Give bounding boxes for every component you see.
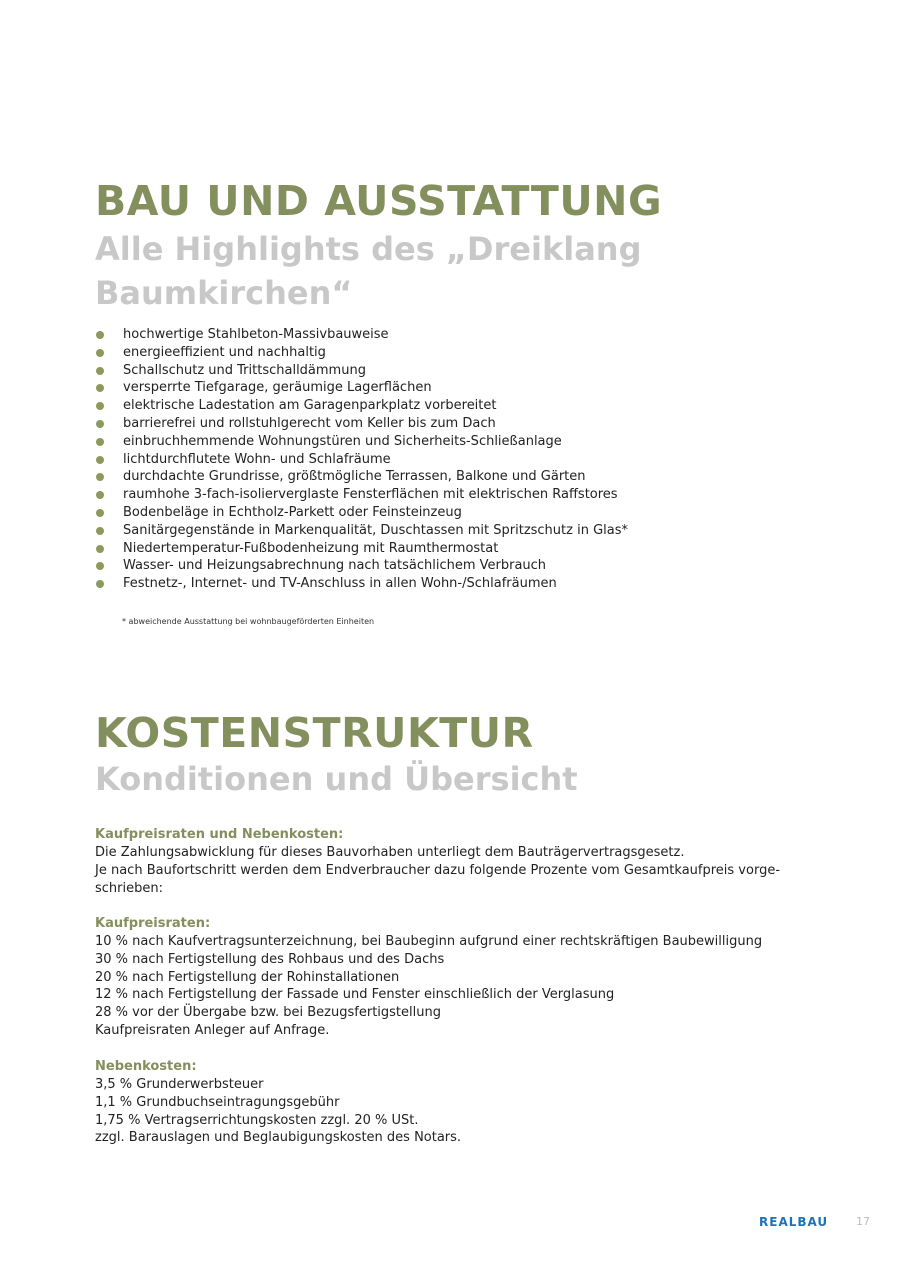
block-line: schrieben:: [95, 880, 163, 896]
block-line: 30 % nach Fertigstellung des Rohbaus und des Dachs: [95, 951, 445, 967]
feature-item: [95, 557, 815, 575]
block-line: 1,75 % Vertragserrichtungskosten zzgl. 20 % USt.: [95, 1112, 419, 1128]
section-title-bau: BAU UND AUSSTATTUNG: [95, 177, 663, 225]
feature-item: [95, 468, 815, 486]
block-line: Kaufpreisraten Anleger auf Anfrage.: [95, 1022, 330, 1038]
section-subtitle-konditionen: Konditionen und Übersicht: [95, 760, 578, 798]
block-line: 20 % nach Fertigstellung der Rohinstallationen: [95, 969, 400, 985]
bullet-icon: [96, 527, 104, 535]
block-line: 3,5 % Grunderwerbsteuer: [95, 1077, 264, 1092]
bullet-icon: [96, 367, 104, 375]
block-line: 12 % nach Fertigstellung der Fassade und Fenster einschließlich der Verglasung: [95, 987, 615, 1003]
feature-item: [95, 379, 815, 397]
bullet-icon: [96, 402, 104, 410]
block-line: 1,1 % Grundbuchseintragungsgebühr: [95, 1094, 340, 1110]
bullet-icon: [96, 456, 104, 464]
feature-text: Wasser- und Heizungsabrechnung nach tatsächlichem Verbrauch: [123, 558, 547, 574]
block-heading: Nebenkosten:: [95, 1059, 197, 1074]
feature-text: raumhohe 3-fach-isolierverglaste Fensterflächen mit elektrischen Raffstores: [123, 487, 618, 503]
feature-text: durchdachte Grundrisse, größtmögliche Terrassen, Balkone und Gärten: [123, 469, 586, 485]
feature-text: hochwertige Stahlbeton-Massivbauweise: [123, 327, 389, 342]
feature-text: Festnetz-, Internet- und TV-Anschluss in allen Wohn-/Schlafräumen: [123, 576, 557, 592]
block-kaufpreisraten: [95, 915, 805, 1040]
section-subtitle-highlights: Alle Highlights des „Dreiklang Baumkirchen“: [95, 230, 642, 312]
feature-text: versperrte Tiefgarage, geräumige Lagerflächen: [123, 380, 432, 396]
feature-item: [95, 326, 815, 344]
block-line: zzgl. Barauslagen und Beglaubigungskosten des Notars.: [95, 1130, 462, 1146]
bullet-icon: [96, 545, 104, 553]
bullet-icon: [96, 562, 104, 570]
block-nebenkosten: [95, 1058, 805, 1147]
page-number: 17: [856, 1215, 870, 1228]
feature-item: [95, 397, 815, 415]
feature-text: Sanitärgegenstände in Markenqualität, Duschtassen mit Spritzschutz in Glas*: [123, 522, 629, 538]
feature-list: [95, 326, 815, 593]
bullet-icon: [96, 473, 104, 481]
feature-item: [95, 575, 815, 593]
bullet-icon: [96, 438, 104, 446]
block-heading: Kaufpreisraten und Nebenkosten:: [95, 827, 344, 842]
brand-logo: REALBAU: [759, 1215, 829, 1229]
feature-item: [95, 433, 815, 451]
bullet-icon: [96, 331, 104, 339]
bullet-icon: [96, 509, 104, 517]
block-line: 28 % vor der Übergabe bzw. bei Bezugsfertigstellung: [95, 1005, 441, 1021]
feature-text: einbruchhemmende Wohnungstüren und Sicherheits-Schließanlage: [123, 433, 562, 449]
feature-text: Bodenbeläge in Echtholz-Parkett oder Feinsteinzeug: [123, 504, 462, 520]
bullet-icon: [96, 420, 104, 428]
feature-item: [95, 344, 815, 362]
feature-item: [95, 415, 815, 433]
bullet-icon: [96, 491, 104, 499]
feature-item: [95, 486, 815, 504]
feature-text: elektrische Ladestation am Garagenparkplatz vorbereitet: [123, 398, 497, 414]
feature-text: lichtdurchflutete Wohn- und Schlafräume: [123, 451, 391, 467]
feature-item: [95, 540, 815, 558]
feature-item: [95, 451, 815, 469]
block-line: Die Zahlungsabwicklung für dieses Bauvorhaben unterliegt dem Bauträgervertragsgesetz.: [95, 845, 685, 860]
block-heading: Kaufpreisraten:: [95, 916, 211, 931]
feature-text: Niedertemperatur-Fußbodenheizung mit Raumthermostat: [123, 540, 499, 556]
feature-text: energieeffizient und nachhaltig: [123, 344, 326, 360]
block-line: 10 % nach Kaufvertragsunterzeichnung, bei Baubeginn aufgrund einer rechtskräftigen Baubewilligung: [95, 934, 763, 949]
footnote: * abweichende Ausstattung bei wohnbaugeförderten Einheiten: [122, 617, 375, 626]
feature-item: [95, 362, 815, 380]
section-title-kosten: KOSTENSTRUKTUR: [95, 709, 534, 757]
feature-item: [95, 522, 815, 540]
bullet-icon: [96, 384, 104, 392]
feature-text: Schallschutz und Trittschalldämmung: [123, 362, 366, 378]
bullet-icon: [96, 580, 104, 588]
bullet-icon: [96, 349, 104, 357]
feature-item: [95, 504, 815, 522]
feature-text: barrierefrei und rollstuhlgerecht vom Keller bis zum Dach: [123, 415, 496, 431]
block-kaufpreisraten-nebenkosten: [95, 826, 805, 897]
block-line: Je nach Baufortschritt werden dem Endverbraucher dazu folgende Prozente vom Gesamtkaufpreis vorge-: [95, 862, 781, 878]
